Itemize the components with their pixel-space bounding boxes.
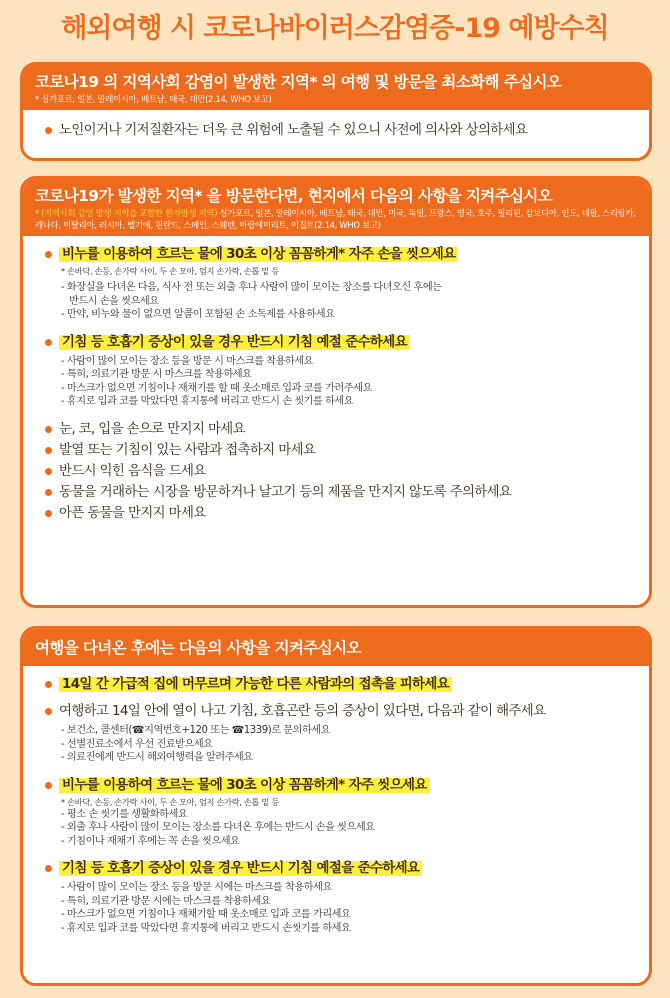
- card-travel-minimize: [20, 62, 652, 161]
- list-item: [45, 858, 635, 879]
- sub-item: - 보건소, 콜센터(☎지역번호+120 또는 ☎1339)로 문의하세요: [61, 725, 330, 736]
- list-item-text: 아픈 동물을 만지지 마세요: [59, 505, 206, 521]
- highlighted-headline: 비누를 이용하여 흐르는 물에 30초 이상 꼼꼼하게* 자주 손을 씻으세요: [59, 247, 458, 262]
- bullet-icon: [45, 127, 52, 134]
- highlighted-headline: 기침 등 호흡기 증상이 있을 경우 반드시 기침 예절을 준수하세요: [59, 861, 422, 876]
- sub-item: - 특히, 의료기관 방문 시 마스크를 착용하세요: [61, 369, 252, 380]
- list-item: [45, 674, 635, 695]
- card-visit-rules: [20, 176, 652, 608]
- sub-item: - 기침이나 재채기 후에는 꼭 손을 씻으세요: [61, 835, 240, 847]
- bullet-icon: [45, 510, 52, 517]
- sub-item: - 휴지로 입과 코를 막았다면 휴지통에 버리고 반드시 손씻기를 하세요: [61, 922, 351, 934]
- card-header: [23, 65, 649, 110]
- sub-item: - 외출 후나 사람이 많이 모이는 장소를 다녀온 후에는 반드시 손을 씻으세요: [61, 822, 375, 833]
- bullet-icon: [45, 708, 52, 715]
- list-item: [45, 461, 635, 482]
- sub-item: - 평소 손 씻기를 생활화하세요: [61, 808, 188, 820]
- list-item: [45, 120, 635, 141]
- list-item-text: 발열 또는 기침이 있는 사람과 접촉하지 마세요: [59, 442, 316, 458]
- list-item-text: 동물을 거래하는 시장을 방문하거나 날고기 등의 제품을 만지지 않도록 주의하세요: [59, 484, 512, 500]
- bullet-icon: [45, 468, 52, 475]
- sub-item: - 화장실을 다녀온 다음, 식사 전 또는 외출 후나 사람이 많이 모이는 장소를 다녀오신 후에는: [61, 282, 442, 293]
- list-item-text: 여행하고 14일 안에 열이 나고 기침, 호흡곤란 등의 증상이 있다면, 다음과 같이 해주세요: [59, 704, 546, 719]
- sub-item: - 사람이 많이 모이는 장소 등을 방문 시에는 마스크를 착용하세요: [61, 882, 332, 893]
- bullet-icon: [45, 865, 52, 872]
- sub-item: - 의료진에게 반드시 해외여행력을 알려주세요: [61, 752, 253, 763]
- sub-item: - 휴지로 입과 코를 막았다면 휴지통에 버리고 반드시 손 씻기를 하세요: [61, 396, 354, 407]
- sub-item: - 만약, 비누와 물이 없으면 알콜이 포함된 손 소독제를 사용하세요: [61, 309, 335, 320]
- bullet-icon: [45, 681, 52, 688]
- bullet-icon: [45, 782, 52, 789]
- bullet-icon: [45, 426, 52, 433]
- sub-item: - 마스크가 없으면 기침이나 재채기를 할 때 옷소매로 입과 코를 가려주세요: [61, 382, 372, 394]
- list-item: [45, 419, 635, 440]
- list-item: [45, 775, 635, 796]
- card-heading: 코로나19가 발생한 지역* 을 방문한다면, 현지에서 다음의 사항을 지켜주십시오: [35, 187, 553, 205]
- list-item: [45, 332, 635, 353]
- list-item-text: 노인이거나 기저질환자는 더욱 큰 위험에 노출될 수 있으니 사전에 의사와 상의하세요: [59, 123, 528, 138]
- card-heading-note: [35, 207, 637, 231]
- card-header: [23, 629, 649, 666]
- list-item-text: 눈, 코, 입을 손으로 만지지 마세요: [59, 421, 245, 437]
- list-item: [45, 244, 635, 265]
- list-item-text: 반드시 익힌 음식을 드세요: [59, 463, 206, 479]
- card-heading: 코로나19 의 지역사회 감염이 발생한 지역* 의 여행 및 방문을 최소화해 주십시오: [35, 73, 562, 91]
- card-after-travel: [20, 626, 652, 986]
- sub-item: - 사람이 많이 모이는 장소 등을 방문 시 마스크를 착용하세요: [61, 355, 314, 367]
- highlighted-headline: 비누를 이용하여 흐르는 물에 30초 이상 꼼꼼하게* 자주 씻으세요: [59, 778, 430, 793]
- list-item: [45, 482, 635, 503]
- list-item: [45, 503, 635, 524]
- bullet-icon: [45, 251, 52, 258]
- page-title: 해외여행 시 코로나바이러스감염증-19 예방수칙: [61, 13, 609, 44]
- list-item: [45, 701, 635, 722]
- bullet-icon: [45, 447, 52, 454]
- highlighted-headline: 14일 간 가급적 집에 머무르며 가능한 다른 사람과의 접촉을 피하세요: [59, 677, 452, 692]
- bullet-icon: [45, 339, 52, 346]
- sub-item: 반드시 손을 씻으세요: [69, 295, 159, 307]
- sub-item: - 선별진료소에서 우선 진료받으세요: [61, 738, 213, 750]
- card-heading: 여행을 다녀온 후에는 다음의 사항을 지켜주십시오: [35, 639, 361, 657]
- card-heading-note: * 싱가포르, 일본, 말레이시아, 베트남, 태국, 대만(2.14, WHO 보고): [35, 94, 272, 104]
- note-highlight: * (지역사회 감염 발생 지역을 포함한 환자발생 지역): [35, 208, 218, 218]
- sub-item: - 마스크가 없으면 기침이나 재채기할 때 옷소매로 입과 코를 가리세요: [61, 909, 351, 920]
- card-header: [23, 179, 649, 236]
- highlighted-headline: 기침 등 호흡기 증상이 있을 경우 반드시 기침 예절 준수하세요: [59, 335, 410, 350]
- footnote: * 손바닥, 손등, 손가락 사이, 두 손 모아, 엄지 손가락, 손톱 밑 등: [61, 266, 279, 276]
- note-rest: 싱가포르, 일본, 말레이시아, 베트남, 태국, 대만, 미국, 독일, 프랑스, 영국, 호주, 필리핀, 캄보디아, 인도, 네팔, 스리랑카, 캐나다, 이탈리아, 러시아, 벨기에, 핀란드, 스페인, 스웨덴, 아랍에미리트, 이집트(2.14, WHO 보고): [35, 208, 636, 230]
- bullet-icon: [45, 489, 52, 496]
- sub-item: - 특히, 의료기관 방문 시에는 마스크를 착용하세요: [61, 895, 271, 907]
- footnote: * 손바닥, 손등, 손가락 사이, 두 손 모아, 엄지 손가락, 손톱 밑 등: [61, 796, 279, 807]
- list-item: [45, 440, 635, 461]
